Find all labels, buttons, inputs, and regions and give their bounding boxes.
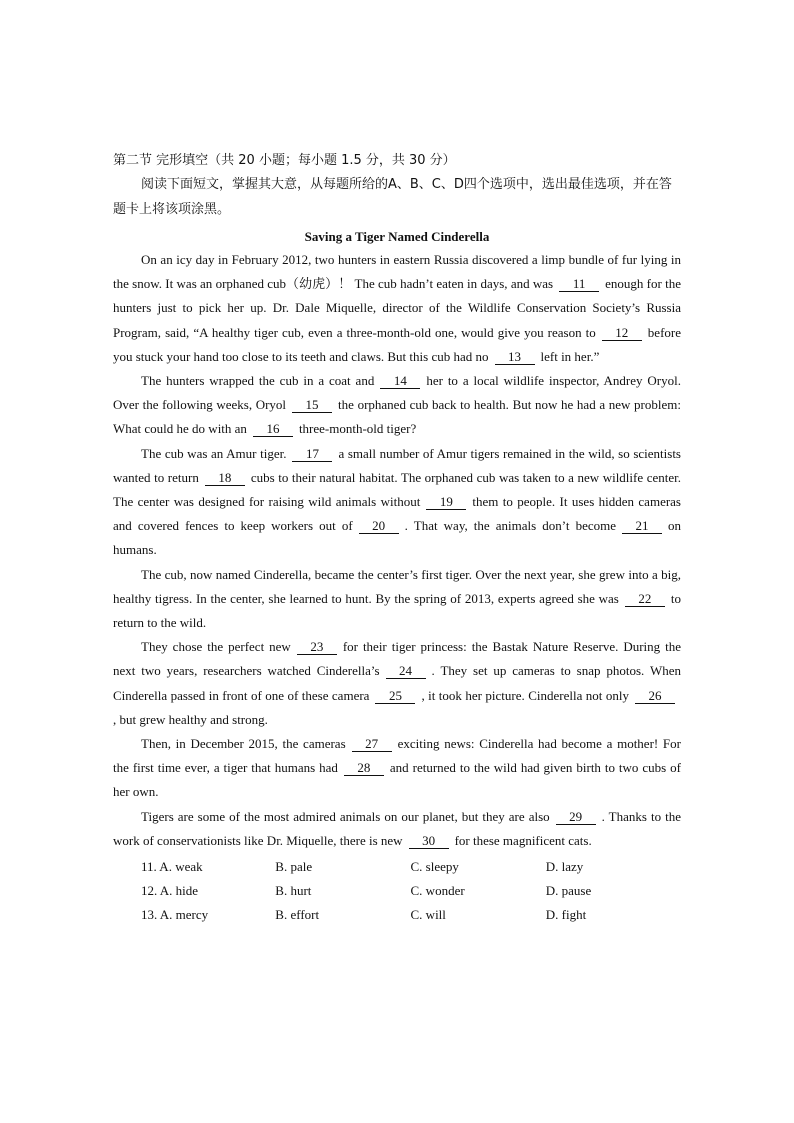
blank-26: 26: [635, 689, 675, 704]
blank-30: 30: [409, 834, 449, 849]
passage-text: her to a local wildlife inspector, Andrey Oryol. Over the following weeks, Oryol: [113, 373, 681, 413]
passage-text: The hunters wrapped the cub in a coat and: [141, 373, 375, 389]
blank-11: 11: [559, 277, 599, 292]
passage-text: exciting news: Cinderella had become a mother! For the first time ever, a tiger that humans had: [113, 736, 681, 776]
passage-text: , it took her picture. Cinderella not only: [421, 687, 629, 703]
option-choice: C. sleepy: [410, 859, 459, 875]
blank-21: 21: [622, 519, 662, 534]
passage-paragraph: [113, 563, 681, 636]
blank-16: 16: [253, 422, 293, 437]
passage-body: [113, 248, 681, 853]
section-instruction: 阅读下面短文，掌握其大意，从每题所给的A、B、C、D四个选项中，选出最佳选项，并在答题卡上将该项涂黑。: [113, 177, 672, 217]
passage-paragraph: [113, 805, 681, 853]
passage-text: The cub, now named Cinderella, became the center’s first tiger. Over the next year, she grew into a big, healthy tigress. In the center, she learned to hunt. By the spring of 2013, experts agreed she was: [113, 566, 681, 606]
blank-12: 12: [602, 326, 642, 341]
passage-paragraph: [113, 635, 681, 732]
blank-25: 25: [375, 689, 415, 704]
blank-14: 14: [380, 374, 420, 389]
option-row: [113, 879, 681, 903]
passage-paragraph: [113, 732, 681, 805]
option-choice: D. pause: [545, 883, 592, 899]
section-heading: 第二节 完形填空（共 20 小题；每小题 1.5 分，共 30 分）: [113, 153, 456, 168]
passage-text: They chose the perfect new: [141, 639, 291, 655]
option-row: [113, 855, 681, 879]
passage-text: . They set up cameras to snap photos. When Cinderella passed in front of one of these camera: [113, 663, 681, 703]
option-choice: B. pale: [275, 859, 313, 875]
blank-28: 28: [344, 761, 384, 776]
option-choice: 13. A. mercy: [141, 907, 209, 923]
option-choice: D. lazy: [545, 859, 584, 875]
passage-text: , but grew healthy and strong.: [113, 711, 268, 727]
passage-text: enough for the hunters just to pick her up. Dr. Dale Miquelle, director of the Wildlife Conservation Society’s Russia Program, said, “A healthy tiger cub, even a three-month-old one, would give you reason to: [113, 276, 681, 340]
blank-29: 29: [556, 810, 596, 825]
passage-text: Tigers are some of the most admired animals on our planet, but they are also: [141, 808, 550, 824]
blank-23: 23: [297, 640, 337, 655]
blank-17: 17: [292, 447, 332, 462]
passage-paragraph: [113, 369, 681, 442]
answer-options: [113, 855, 681, 928]
passage-text: left in her.”: [540, 348, 600, 364]
passage-paragraph: [113, 442, 681, 563]
passage-text: . Thanks to the work of conservationists like Dr. Miquelle, there is new: [113, 808, 682, 848]
passage-text: The cub was an Amur tiger.: [141, 445, 287, 461]
passage-title: Saving a Tiger Named Cinderella: [304, 229, 490, 244]
passage-text: cubs to their natural habitat. The orphaned cub was taken to a new wildlife center. The center was designed for raising wild animals without: [113, 469, 681, 510]
blank-24: 24: [386, 664, 426, 679]
option-choice: C. will: [410, 907, 446, 923]
option-choice: 11. A. weak: [141, 859, 203, 875]
passage-text: for these magnificent cats.: [454, 832, 592, 848]
passage-text: Then, in December 2015, the cameras: [141, 736, 346, 752]
blank-22: 22: [625, 592, 665, 607]
blank-19: 19: [426, 495, 466, 510]
passage-text: before you stuck your hand too close to its teeth and claws. But this cub had no: [113, 324, 681, 364]
passage-text: for their tiger princess: the Bastak Nature Reserve. During the next two years, researchers watched Cinderella’s: [113, 639, 681, 679]
option-choice: D. fight: [545, 907, 587, 923]
option-row: [113, 903, 681, 927]
blank-20: 20: [359, 519, 399, 534]
passage-text: to return to the wild.: [113, 590, 681, 631]
option-choice: C. wonder: [410, 883, 465, 899]
passage-text: a small number of Amur tigers remained in the wild, so scientists wanted to return: [113, 445, 681, 485]
passage-text: On an icy day in February 2012, two hunters in eastern Russia discovered a limp bundle of fur lying in the snow. It was an orphaned cub（幼虎）！ The cub hadn’t eaten in days, and was: [113, 252, 681, 292]
passage-text: on humans.: [113, 518, 681, 558]
passage-text: three-month-old tiger?: [298, 421, 417, 437]
passage-paragraph: [113, 248, 681, 369]
passage-text: and returned to the wild had given birth to two cubs of her own.: [113, 760, 681, 800]
blank-15: 15: [292, 398, 332, 413]
passage-text: the orphaned cub back to health. But now he had a new problem: What could he do with an: [113, 397, 681, 437]
blank-18: 18: [205, 471, 245, 486]
option-choice: 12. A. hide: [141, 883, 199, 899]
blank-27: 27: [352, 737, 392, 752]
passage-text: them to people. It uses hidden cameras and covered fences to keep workers out of: [113, 494, 681, 534]
blank-13: 13: [495, 350, 535, 365]
passage-text: . That way, the animals don’t become: [404, 518, 616, 534]
option-choice: B. effort: [275, 907, 320, 923]
exam-page: [113, 150, 681, 928]
option-choice: B. hurt: [275, 883, 312, 899]
